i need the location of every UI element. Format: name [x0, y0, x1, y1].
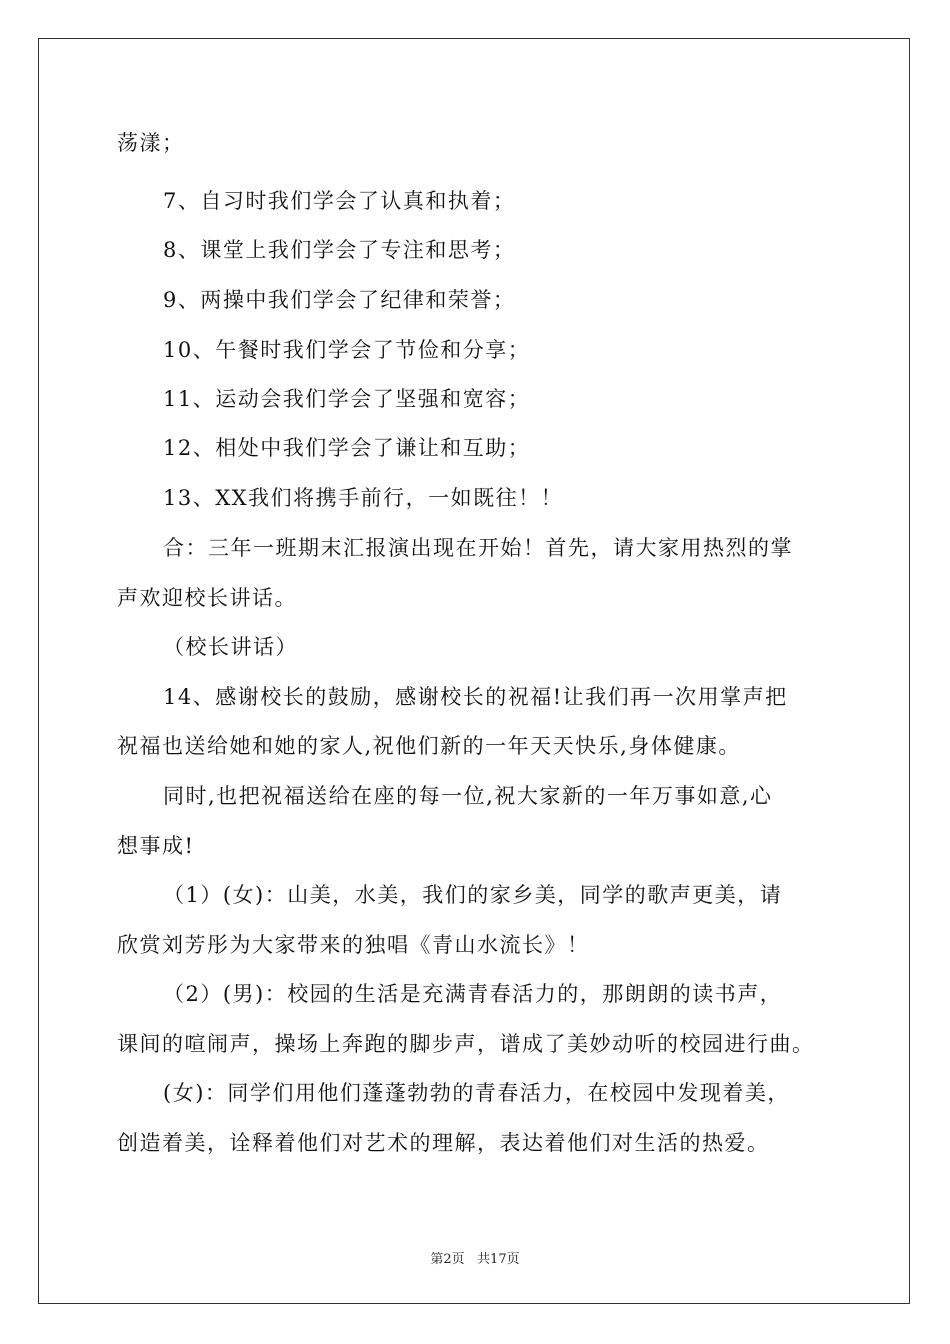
paragraph-line: 欣赏刘芳彤为大家带来的独唱《青山水流长》！	[117, 933, 590, 957]
paragraph-line: 创造着美，诠释着他们对艺术的理解，表达着他们对生活的热爱。	[117, 1131, 770, 1155]
paragraph-line: (女)：同学们用他们蓬蓬勃勃的青春活力，在校园中发现着美，	[163, 1081, 790, 1105]
paragraph-line: 课间的喧闹声，操场上奔跑的脚步声，谱成了美妙动听的校园进行曲。	[117, 1032, 815, 1056]
page-number-footer: 第2页 共17页	[430, 1252, 520, 1267]
paragraph-line: 11、运动会我们学会了坚强和宽容；	[163, 387, 531, 411]
paragraph-line: （校长讲话）	[163, 635, 298, 659]
paragraph-line: 祝福也送给她和她的家人,祝他们新的一年天天快乐,身体健康。	[117, 734, 741, 758]
paragraph-line: （2）(男)：校园的生活是充满青春活力的，那朗朗的读书声，	[163, 982, 783, 1006]
paragraph-line: 想事成!	[117, 834, 195, 858]
paragraph-line: 8、课堂上我们学会了专注和思考；	[163, 238, 516, 262]
paragraph-line: 12、相处中我们学会了谦让和互助；	[163, 436, 531, 460]
paragraph-line: 13、XX我们将携手前行，一如既往！！	[163, 486, 564, 510]
paragraph-line: 合：三年一班期末汇报演出现在开始！首先，请大家用热烈的掌	[163, 536, 793, 560]
paragraph-line: 14、感谢校长的鼓励，感谢校长的祝福!让我们再一次用掌声把	[163, 685, 788, 709]
paragraph-line: 10、午餐时我们学会了节俭和分享；	[163, 338, 531, 362]
paragraph-line: 声欢迎校长讲话。	[117, 586, 297, 610]
paragraph-line: 同时,也把祝福送给在座的每一位,祝大家新的一年万事如意,心	[163, 784, 773, 808]
paragraph-line: 荡漾；	[117, 131, 185, 155]
paragraph-line: （1）(女)：山美，水美，我们的家乡美，同学的歌声更美，请	[163, 883, 783, 907]
paragraph-line: 9、两操中我们学会了纪律和荣誉；	[163, 288, 516, 312]
paragraph-line: 7、自习时我们学会了认真和执着；	[163, 189, 516, 213]
page-border	[38, 38, 910, 1304]
